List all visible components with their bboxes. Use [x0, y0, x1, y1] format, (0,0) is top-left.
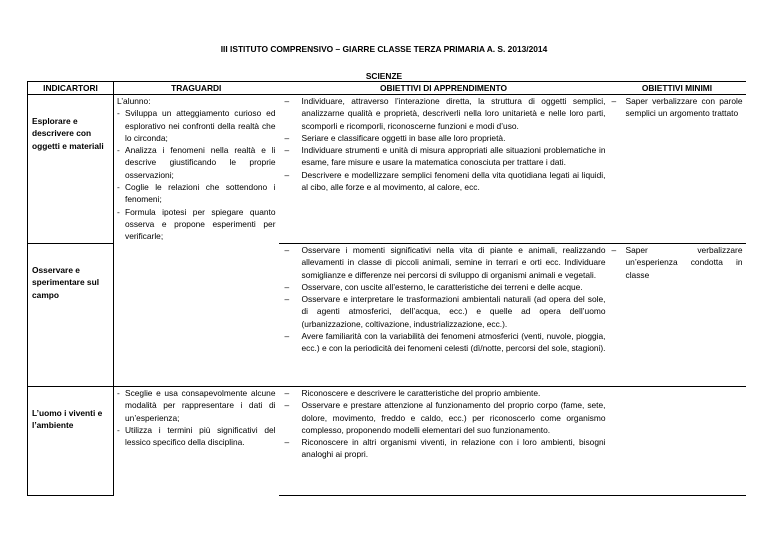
obiettivi-list [282, 244, 606, 355]
minimi-cell [609, 244, 746, 387]
curriculum-table [27, 81, 746, 496]
list-item: – Riconoscere in altri organismi viventi, in relazione con i loro ambienti, bisogni analoghi ai propri. [282, 436, 606, 461]
list-item: – Riconoscere e descrivere le caratteristiche del proprio ambiente. [282, 387, 606, 399]
obiettivi-list [282, 387, 606, 461]
indicatore-cell [28, 244, 114, 387]
list-item: - Sceglie e usa consapevolmente alcune modalità per rappresentare i dati di un’esperienza; [117, 387, 276, 424]
header-traguardi: TRAGUARDI [114, 82, 279, 95]
list-item: - Coglie le relazioni che sottendono i fenomeni; [117, 181, 276, 206]
list-item: – Descrivere e modellizzare semplici fenomeni della vita quotidiana legati ai liquidi, al cibo, alle forze e al movimento, al calore, ecc. [282, 169, 606, 194]
list-item: – Saper verbalizzare con parole semplici un argomento trattato [612, 95, 743, 120]
header-minimi: OBIETTIVI MINIMI [609, 82, 746, 95]
minimi-cell [609, 387, 746, 496]
traguardi-cell [114, 387, 279, 496]
list-item: – Individuare, attraverso l’interazione diretta, la struttura di oggetti semplici, analizzarne qualità e proprietà, descriverli nella loro unitarietà e nelle loro parti, scomporli e ricomporli, riconoscerne funzioni e modi d’uso. [282, 95, 606, 132]
obiettivi-cell [279, 95, 609, 244]
indicatore-text: Esplorare e descrivere con oggetti e materiali [32, 116, 104, 151]
header-indicatori: INDICARTORI [28, 82, 114, 95]
indicatore-text: Osservare e sperimentare sul campo [32, 265, 100, 300]
traguardi-cell [114, 95, 279, 387]
minimi-cell [609, 95, 746, 244]
minimi-list [612, 95, 743, 120]
obiettivi-list [282, 95, 606, 193]
header-obiettivi: OBIETTIVI DI APPRENDIMENTO [279, 82, 609, 95]
list-item: – Saper verbalizzare un’esperienza condotta in classe [612, 244, 743, 281]
list-item: - Analizza i fenomeni nella realtà e li descrive giustificando le proprie osservazioni; [117, 144, 276, 181]
list-item: – Seriare e classificare oggetti in base alle loro proprietà. [282, 132, 606, 144]
indicatore-cell [28, 95, 114, 244]
list-item: – Osservare e interpretare le trasformazioni ambientali naturali (ad opera del sole, di agenti atmosferici, dell’acqua, ecc.) e quelle ad opera dell’uomo (urbanizzazione, coltivazione, industrializzazione, ecc.). [282, 293, 606, 330]
indicatore-cell [28, 387, 114, 496]
document-title: III ISTITUTO COMPRENSIVO – GIARRE CLASSE TERZA PRIMARIA A. S. 2013/2014 [220, 44, 548, 54]
obiettivi-cell [279, 387, 609, 496]
list-item: – Avere familiarità con la variabilità dei fenomeni atmosferici (venti, nuvole, pioggia, ecc.) e con la periodicità dei fenomeni celesti (dì/notte, percorsi del sole, stagioni). [282, 330, 606, 355]
traguardi-list [117, 107, 276, 242]
list-item: - Sviluppa un atteggiamento curioso ed esplorativo nei confronti della realtà che lo circonda; [117, 107, 276, 144]
list-item: – Osservare i momenti significativi nella vita di piante e animali, realizzando allevamenti in classe di piccoli animali, semine in terrari e orti ecc. Individuare somiglianze e differenze nei percorsi di sviluppo di organismi animali e vegetali. [282, 244, 606, 281]
table-row [28, 387, 746, 496]
obiettivi-cell [279, 244, 609, 387]
minimi-list [612, 244, 743, 281]
subject-title: SCIENZE [365, 71, 403, 81]
indicatore-text: L’uomo i viventi e l’ambiente [32, 408, 103, 431]
list-item: - Formula ipotesi per spiegare quanto osserva e propone esperimenti per verificarle; [117, 206, 276, 243]
table-row [28, 95, 746, 244]
list-item: - Utilizza i termini più significativi del lessico specifico della disciplina. [117, 424, 276, 449]
traguardi-list [117, 387, 276, 448]
list-item: – Osservare, con uscite all’esterno, le caratteristiche dei terreni e delle acque. [282, 281, 606, 293]
list-item: – Individuare strumenti e unità di misura appropriati alle situazioni problematiche in esame, fare misure e usare la matematica conosciuta per trattare i dati. [282, 144, 606, 169]
list-item: – Osservare e prestare attenzione al funzionamento del proprio corpo (fame, sete, dolore, movimento, freddo e caldo, ecc.) per riconoscerlo come organismo complesso, proponendo modelli elementari del suo funzionamento. [282, 399, 606, 436]
traguardi-intro: L’alunno: [117, 96, 151, 106]
header-row [28, 82, 746, 95]
